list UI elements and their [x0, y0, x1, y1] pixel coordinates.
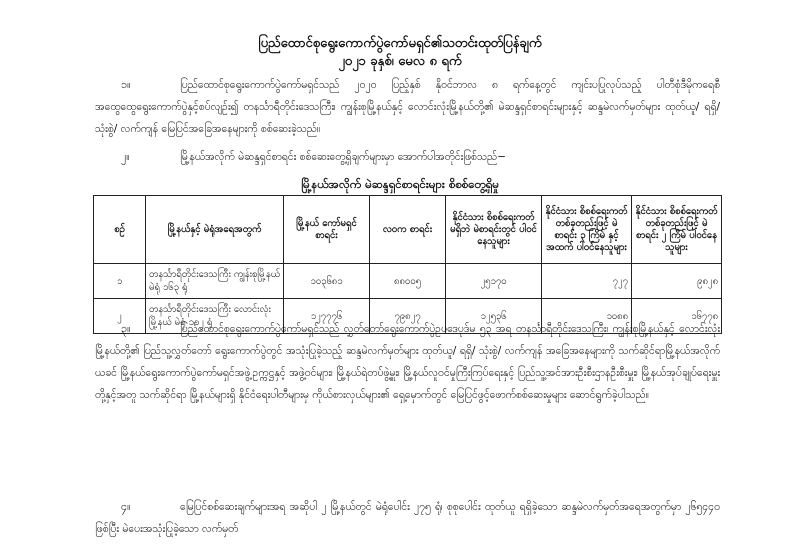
table-cell: ၁၀၃၆၈၁ [284, 264, 370, 299]
column-header-commission-list: မြို့နယ် ကော်မရှင် စာရင်း [284, 196, 370, 264]
table-cell: ၂ [94, 299, 146, 334]
table-cell: ၁၂၅၃၆ [446, 299, 542, 334]
table-cell: တနင်္သာရီတိုင်းဒေသကြီး ကျွန်းစုမြို့နယ် မဲရုံ ၁၆၃ ရုံ [146, 264, 284, 299]
table-cell: ၈၈၀၀၅ [370, 264, 446, 299]
table-row [94, 264, 722, 299]
table-cell: ၁၆၇၇၈ [632, 299, 722, 334]
paragraph-number: ၂။ [121, 150, 130, 163]
table-cell: ၁၂၇၇၇၆ [284, 299, 370, 334]
paragraph-number: ၄။ [121, 500, 131, 513]
document-title: ပြည်ထောင်စုရွေးကောက်ပွဲကော်မရှင်၏သတင်းထုတ်ပြန်ချက် [258, 36, 542, 51]
table-cell: တနင်္သာရီတိုင်းဒေသကြီး လောင်းလုံးမြို့နယ် မဲရုံ ၁၁၂ ရုံ [146, 299, 284, 334]
paragraph-3: ပြည်ထောင်စုရွေးကောက်ပွဲကော်မရှင်သည် လွှတ်တော်ရွေးကောက်ပွဲဥပဒေပုဒ်မ ၅၃ အရ တနင်္သာရီတိုင်းဒေသကြီး၊ ကျွန်းစုမြို့နယ်နှင့် လောင်းလုံးမြို့နယ်တို့၏ ပြည်သူ့လွှတ်တော် ရွေးကောက်ပွဲတွင် အသုံးပြုခဲ့သည့် ဆန္ဒမဲလက်မှတ်များ ထုတ်ယူ/ ရရှိ/ သုံးစွဲ/ လက်ကျန် အခြေအနေများကို သက်ဆိုင်ရာမြို့နယ်အလိုက် ယခင် မြို့နယ်ရွေးကောက်ပွဲကော်မရှင်အဖွဲ့ဥက္ကဋ္ဌနှင့် အဖွဲ့ဝင်များ၊ မြို့နယ်ရဲတပ်ဖွဲ့မှူး၊ မြို့နယ်လူဝင်မှုကြီးကြပ်ရေးနှင့် ပြည်သူ့အင်အားဦးစီးဌာနဦးစီးမှူး၊ မြို့နယ်အုပ်ချုပ်ရေးမှူးတို့နှင့်အတူ သက်ဆိုင်ရာ မြို့နယ်များရှိ နိုင်ငံရေးပါတီများမှ ကိုယ်စားလှယ်များ၏ ရှေ့မှောက်တွင် မြေပြင်ဖွင့်ဖောက်စစ်ဆေးမှုများ ဆောင်ရွက်ခဲ့ပါသည်။ [95, 323, 720, 401]
paragraph-number: ၃။ [121, 322, 131, 335]
table-cell: ၁ [94, 264, 146, 299]
table-cell: ၇၂၇ [542, 264, 632, 299]
table-cell: ၂၅၁၇၀ [446, 264, 542, 299]
table-cell: ၇၉၈၂၇ [370, 299, 446, 334]
paragraph-4: မြေပြင်စစ်ဆေးချက်များအရ အဆိုပါ ၂ မြို့နယ်တွင် မဲရုံပေါင်း ၂၇၅ ရုံ၊ စုစုပေါင်း ထုတ်ယူ ရရှိခဲ့သော ဆန္ဒမဲလက်မှတ်အရေအတွက်မှာ ၂၆၅၄၄၀ ဖြစ်ပြီး မဲပေးအသုံးပြုခဲ့သော လက်မှတ် [95, 501, 720, 535]
document-date: ၂၀၂၁ ခုနှစ်၊ မေလ ၈ ရက် [338, 54, 462, 69]
table-header-row [94, 196, 722, 264]
column-header-no-id-card: နိုင်ငံသား စိစစ်ရေးကတ် မရှိဘဲ မဲစာရင်းတွင် ပါဝင်နေသူများ [446, 196, 542, 264]
column-header-three-plus-times: နိုင်ငံသား စိစစ်ရေးကတ် တစ်ခုတည်းဖြင့် မဲစာရင်း ၃ ကြိမ် နှင့် အထက် ပါဝင်နေသူများ [542, 196, 632, 264]
paragraph-1: ပြည်ထောင်စုရွေးကောက်ပွဲကော်မရှင်သည် ၂၀၂၀ ပြည့်နှစ် နိုဝင်ဘာလ ၈ ရက်နေ့တွင် ကျင်းပပြုလုပ်သည့် ပါတီစုံဒီမိုကရေစီအထွေထွေရွေးကောက်ပွဲနှင့်စပ်လျဉ်း၍ တနင်္သာရီတိုင်းဒေသကြီး၊ ကျွန်းစုမြို့နယ်နှင့် လောင်းလုံးမြို့နယ်တို့၏ မဲဆန္ဒရှင်စာရင်းများနှင့် ဆန္ဒမဲလက်မှတ်များ ထုတ်ယူ/ ရရှိ/ သုံးစွဲ/ လက်ကျန် မြေပြင်အခြေအနေများကို စစ်ဆေးခဲ့သည်။ [95, 79, 720, 135]
table-cell: ၉၈၂၈ [632, 264, 722, 299]
table-title: မြို့နယ်အလိုက် မဲဆန္ဒရှင်စာရင်းများ စိစစ်တွေ့ရှိမှု [301, 177, 499, 191]
voter-list-table [93, 195, 722, 334]
column-header-serial: စဉ် [94, 196, 146, 264]
column-header-immigration-list: လဝက စာရင်း [370, 196, 446, 264]
column-header-two-times: နိုင်ငံသား စိစစ်ရေးကတ် တစ်ခုတည်းဖြင့် မဲစာရင်း ၂ ကြိမ် ပါဝင်နေသူများ [632, 196, 722, 264]
column-header-township: မြို့နယ်နှင့် မဲရုံအရေအတွက် [146, 196, 284, 264]
paragraph-2: မြို့နယ်အလိုက် မဲဆန္ဒရှင်စာရင်း စစ်ဆေးတွေ့ရှိချက်များမှာ အောက်ပါအတိုင်းဖြစ်သည်− [180, 151, 507, 163]
paragraph-number: ၁။ [121, 78, 131, 91]
table-cell: ၁၀၈၈ [542, 299, 632, 334]
